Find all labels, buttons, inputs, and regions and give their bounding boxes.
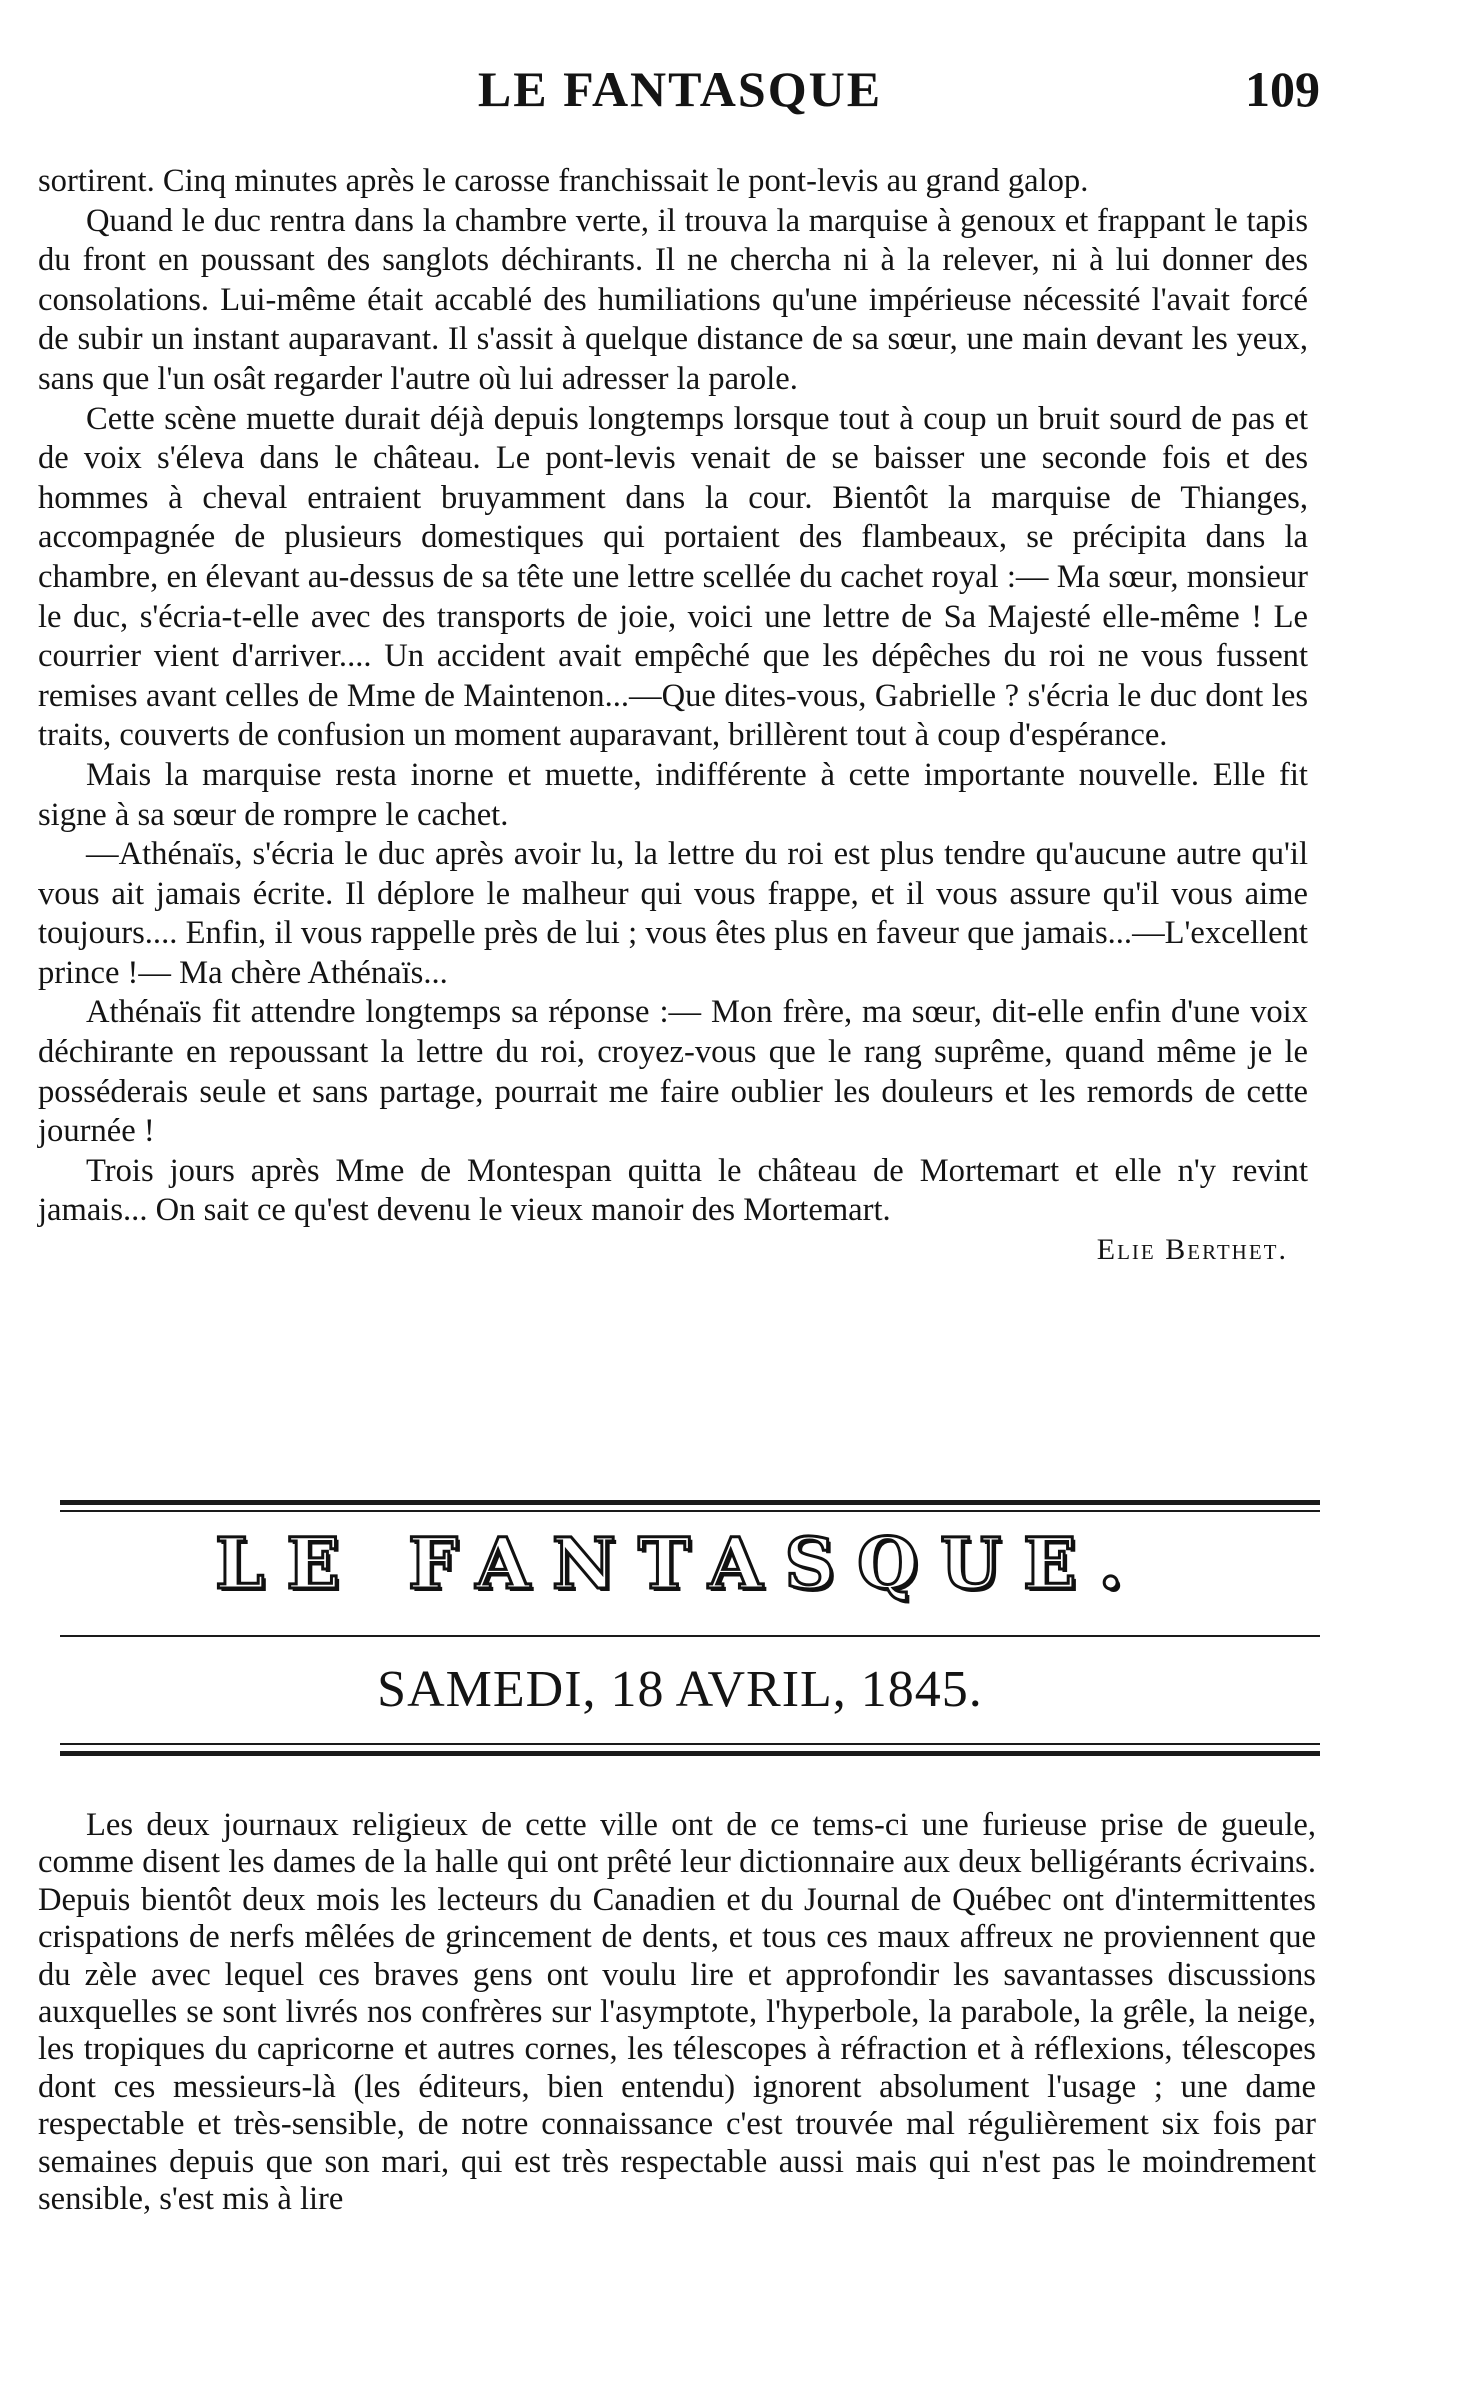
article-paragraph: Athénaïs fit attendre longtemps sa réponse :— Mon frère, ma sœur, dit-elle enfin d'une voix déchirante en repoussant la lettre du roi, croyez-vous que le rang suprême, quand même je le posséderais seule et sans partage, pourrait me faire oublier les douleurs et les remords de cette journée ! [38, 994, 1308, 1150]
article-conclusion [38, 162, 1308, 1267]
page-number: 109 [1245, 61, 1320, 117]
date-rule-heavy [60, 1751, 1320, 1756]
running-head [40, 60, 1320, 120]
article-paragraph: Quand le duc rentra dans la chambre verte, il trouva la marquise à genoux et frappant le tapis du front en poussant des sanglots déchirants. Il ne chercha ni à la relever, ni à lui donner des consolations. Lui-même était accablé des humiliations qu'une impérieuse nécessité l'avait forcé de subir un instant auparavant. Il s'assit à quelque distance de sa sœur, une main devant les yeux, sans que l'un osât regarder l'autre où lui adresser la parole. [38, 202, 1308, 397]
author-signature: Elie Berthet. [1096, 1233, 1288, 1267]
masthead-rule [60, 1635, 1320, 1637]
article-paragraph: sortirent. Cinq minutes après le carosse franchissait le pont-levis au grand galop. [38, 163, 1089, 199]
editorial-column [38, 1807, 1316, 2218]
running-title: LE FANTASQUE [477, 61, 883, 117]
article-paragraph: Trois jours après Mme de Montespan quitta le château de Mortemart et elle n'y revint jamais... On sait ce qu'est devenu le vieux manoir des Mortemart. [38, 1152, 1308, 1229]
date-rule-thin [60, 1743, 1320, 1745]
editorial-paragraph: Les deux journaux religieux de cette ville ont de ce tems-ci une furieuse prise de gueule, comme disent les dames de la halle qui ont prêté leur dictionnaire aux deux belligérants écrivains. Depuis bientôt deux mois les lecteurs du Canadien et du Journal de Québec ont d'intermittentes crispations de nerfs mêlées de grincement de dents, et tous ces maux affreux ne proviennent que du zèle avec lequel ces braves gens ont voulu lire et approfondir les savantasses discussions auxquelles se sont livrés nos confrères sur l'asymptote, l'hyperbole, la parabole, la grêle, la neige, les tropiques du capricorne et autres cornes, les télescopes à réfraction et à réflexions, télescopes dont ces messieurs-là (les éditeurs, bien entendu) ignorent absolument l'usage ; une dame respectable et très-sensible, de notre connaissance c'est trouvée mal régulièrement six fois par semaines depuis que son mari, qui est très respectable aussi mais qui n'est pas le moindrement sensible, s'est mis à lire [38, 1807, 1316, 2218]
masthead-title: LE FANTASQUE. [215, 1522, 1145, 1605]
issue-date: SAMEDI, 18 AVRIL, 1845. [377, 1661, 983, 1718]
article-paragraph: Cette scène muette durait déjà depuis longtemps lorsque tout à coup un bruit sourd de pas et de voix s'éleva dans le château. Le pont-levis venait de se baisser une seconde fois et des hommes à cheval entraient bruyamment dans la cour. Bientôt la marquise de Thianges, accompagnée de plusieurs domestiques qui portaient des flambeaux, se précipita dans la chambre, en élevant au-dessus de sa tête une lettre scellée du cachet royal :— Ma sœur, monsieur le duc, s'écria-t-elle avec des transports de joie, voici une lettre de Sa Majesté elle-même ! Le courrier vient d'arriver.... Un accident avait empêché que les dépêches du roi ne vous fussent remises avant celles de Mme de Maintenon...—Que dites-vous, Gabrielle ? s'écria le duc dont les traits, couverts de confusion un moment auparavant, brillèrent tout à coup d'espérance. [38, 400, 1308, 754]
top-thin-rule [60, 1510, 1320, 1512]
top-heavy-rule [60, 1500, 1320, 1505]
article-paragraph: Mais la marquise resta inorne et muette, indifférente à cette importante nouvelle. Elle fit signe à sa sœur de rompre le cachet. [38, 756, 1308, 833]
article-paragraph: —Athénaïs, s'écria le duc après avoir lu, la lettre du roi est plus tendre qu'aucune autre qu'il vous ait jamais écrite. Il déplore le malheur qui vous frappe, et il vous assure qu'il vous aime toujours.... Enfin, il vous rappelle près de lui ; vous êtes plus en faveur que jamais...—L'excellent prince !— Ma chère Athénaïs... [38, 836, 1308, 991]
